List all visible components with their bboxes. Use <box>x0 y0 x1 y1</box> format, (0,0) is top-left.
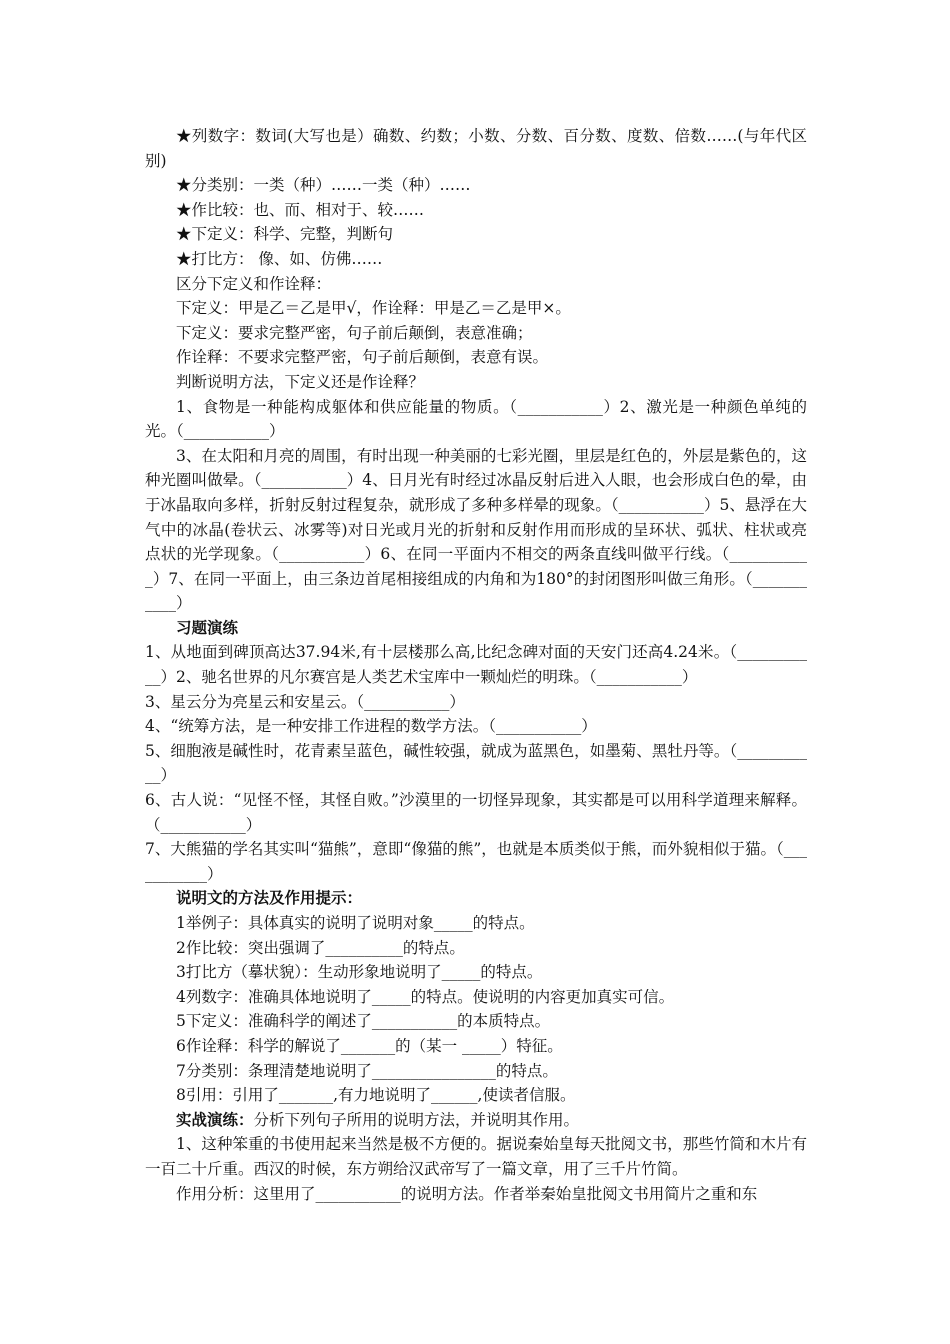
paragraph-explanation-requirement: 作诠释：不要求完整严密，句子前后颠倒，表意有误。 <box>176 348 549 367</box>
method-hint-8: 8引用：引用了_______,有力地说明了______,使读者信服。 <box>176 1086 576 1105</box>
method-hint-6: 6作诠释：科学的解说了_______的（某一 _____）特征。 <box>176 1036 563 1055</box>
section-heading-practice: 习题演练 <box>176 617 239 637</box>
paragraph-analogy: ★打比方： 像、如、仿佛…… <box>176 249 383 268</box>
method-hint-1: 1举例子：具体真实的说明了说明对象_____的特点。 <box>176 914 535 932</box>
paragraph-distinguish-heading: 区分下定义和作诠释： <box>176 274 332 293</box>
method-hint-2: 2作比较：突出强调了__________的特点。 <box>176 938 465 957</box>
method-hint-5: 5下定义：准确科学的阐述了___________的本质特点。 <box>176 1012 551 1031</box>
practice-item-6: 6、古人说：“见怪不怪，其怪自败。”沙漠里的一切怪异现象，其实都是可以用科学道理来解释。（___________） <box>145 791 807 834</box>
paragraph-define: ★下定义：科学、完整，判断句 <box>176 225 394 244</box>
practice-item-4: 4、“统筹方法，是一种安排工作进程的数学方法。（___________） <box>145 717 597 736</box>
practice-item-5: 5、细胞液是碱性时，花青素呈蓝色，碱性较强，就成为蓝黑色，如墨菊、黑牡丹等。（___________） <box>145 741 807 785</box>
section-heading-methods: 说明文的方法及作用提示： <box>176 888 363 908</box>
paragraph-list-numbers: ★列数字：数词(大写也是）确数、约数；小数、分数、百分数、度数、倍数……(与年代区别) <box>145 127 807 170</box>
real-practice-instruction: 分析下列句子所用的说明方法，并说明其作用。 <box>253 1110 580 1129</box>
document-page <box>145 124 807 1206</box>
method-hint-3: 3打比方（摹状貌）：生动形象地说明了_____的特点。 <box>176 963 543 982</box>
paragraph-classify: ★分类别：一类（种）……一类（种）…… <box>176 176 471 195</box>
method-hint-4: 4列数字：准确具体地说明了_____的特点。使说明的内容更加真实可信。 <box>176 987 675 1006</box>
paragraph-definition-requirement: 下定义：要求完整严密，句子前后颠倒，表意准确； <box>176 323 533 342</box>
practice-item-1-2: 1、从地面到碑顶高达37.94米,有十层楼那么高,比纪念碑对面的天安门还高4.24米。（___________）2、驰名世界的凡尔赛宫是人类艺术宝库中一颗灿烂的明珠。（___________） <box>145 643 807 687</box>
real-practice-analysis: 作用分析：这里用了___________的说明方法。作者举秦始皇批阅文书用简片之重和东 <box>176 1184 758 1203</box>
practice-item-7: 7、大熊猫的学名其实叫“猫熊”，意即“像猫的熊”，也就是本质类似于熊，而外貌相似于猫。（___________） <box>145 840 807 883</box>
paragraph-exercise-1-2: 1、食物是一种能构成躯体和供应能量的物质。（___________）2、激光是一种颜色单纯的光。（___________） <box>145 397 807 441</box>
paragraph-judge-question: 判断说明方法，下定义还是作诠释？ <box>176 372 425 391</box>
real-practice-item-1: 1、这种笨重的书使用起来当然是极不方便的。据说秦始皇每天批阅文书，那些竹简和木片有一百二十斤重。西汉的时候，东方朔给汉武帝写了一篇文章，用了三千片竹简。 <box>145 1135 807 1178</box>
paragraph-definition-rule: 下定义：甲是乙＝乙是甲√，作诠释：甲是乙＝乙是甲×。 <box>176 299 571 318</box>
practice-item-3: 3、星云分为亮星云和安星云。（___________） <box>145 692 465 711</box>
paragraph-exercise-3-7: 3、在太阳和月亮的周围，有时出现一种美丽的七彩光圈，里层是红色的，外层是紫色的，这种光圈叫做晕。（___________）4、日月光有时经过冰晶反射后进入人眼，也会形成白色的晕，由于冰晶取向多样，折射反射过程复杂，就形成了多种多样晕的现象。（___________）5、悬浮在大气中的冰晶(卷状云、冰雾等)对日光或月光的折射和反射作用而形成的呈环状、弧状、柱状或亮点状的光学现象。（___________）6、在同一平面内不相交的两条直线叫做平行线。（___________）7、在同一平面上，由三条边首尾相接组成的内角和为180°的封闭图形叫做三角形。（___________） <box>145 446 807 613</box>
method-hint-7: 7分类别：条理清楚地说明了________________的特点。 <box>176 1061 558 1080</box>
paragraph-compare: ★作比较：也、而、相对于、较…… <box>176 200 425 219</box>
real-practice-label: 实战演练： <box>176 1109 254 1129</box>
section-heading-real-practice <box>145 1108 807 1133</box>
